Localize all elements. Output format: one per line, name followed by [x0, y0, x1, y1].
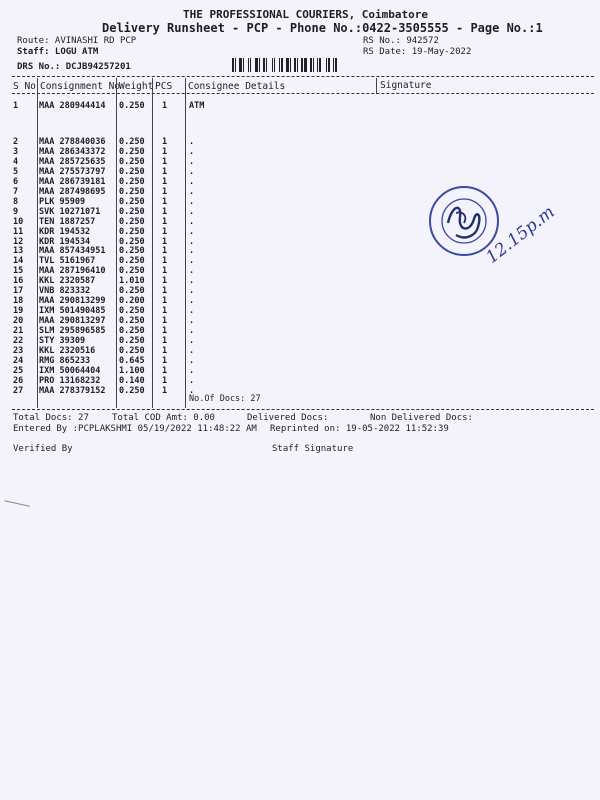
- row-pcs: 1: [162, 336, 168, 346]
- row-weight: 0.645: [119, 355, 145, 366]
- row-details: .: [189, 146, 195, 157]
- row-consignment: MAA 286739181: [39, 176, 106, 187]
- row-details: .: [189, 336, 195, 346]
- row-weight: 0.250: [119, 286, 145, 297]
- row-consignment: SLM 295896585: [39, 326, 106, 337]
- row-weight: 0.250: [119, 101, 145, 111]
- row-pcs: 1: [162, 385, 168, 396]
- route-label: Route: AVINASHI RD PCP: [17, 36, 137, 46]
- row-weight: 0.250: [119, 345, 145, 356]
- row-consignment: KDR 194532: [39, 226, 91, 237]
- row-sno: 22: [13, 336, 24, 346]
- row-weight: 0.250: [119, 316, 145, 327]
- row-consignment: PLK 95909: [39, 196, 86, 207]
- row-weight: 0.250: [119, 336, 145, 346]
- row-consignment: MAA 275573797: [39, 166, 106, 177]
- row-pcs: 1: [162, 186, 168, 197]
- row-details: .: [189, 206, 195, 217]
- row-details: .: [189, 266, 195, 277]
- table-row: [0, 366, 600, 376]
- row-pcs: 1: [162, 345, 168, 356]
- row-consignment: SVK 10271071: [39, 206, 101, 217]
- table-row: [0, 217, 600, 227]
- row-pcs: 1: [162, 326, 168, 337]
- row-sno: 14: [13, 256, 24, 267]
- row-weight: 0.250: [119, 176, 145, 187]
- row-weight: 0.250: [119, 166, 145, 177]
- row-sno: 15: [13, 266, 24, 277]
- table-row: [0, 256, 600, 266]
- row-pcs: 1: [162, 316, 168, 327]
- row-weight: 0.250: [119, 256, 145, 267]
- row-sno: 5: [13, 166, 19, 177]
- verified-by: Verified By: [13, 444, 73, 454]
- staff-label: Staff: LOGU ATM: [17, 47, 99, 57]
- row-consignment: PRO 13168232: [39, 375, 101, 386]
- row-details: .: [189, 236, 195, 247]
- reprinted-on: Reprinted on: 19-05-2022 11:52:39: [270, 424, 449, 434]
- total-cod: Total COD Amt: 0.00: [112, 413, 215, 423]
- row-consignment: MAA 290813297: [39, 316, 106, 327]
- company-title: THE PROFESSIONAL COURIERS, Coimbatore: [183, 8, 429, 21]
- row-sno: 2: [13, 137, 19, 147]
- row-consignment: MAA 287498695: [39, 186, 106, 197]
- row-sno: 12: [13, 236, 24, 247]
- total-docs: Total Docs: 27: [13, 413, 89, 423]
- table-row: [0, 177, 600, 187]
- row-weight: 0.250: [119, 385, 145, 396]
- row-pcs: 1: [162, 146, 168, 157]
- row-details: .: [189, 306, 195, 317]
- table-row: [0, 187, 600, 197]
- row-pcs: 1: [162, 355, 168, 366]
- row-sno: 4: [13, 156, 19, 167]
- row-pcs: 1: [162, 306, 168, 317]
- row-consignment: KKL 2320516: [39, 345, 96, 356]
- row-weight: 0.250: [119, 236, 145, 247]
- row-sno: 23: [13, 345, 24, 356]
- scan-mark: [4, 500, 30, 506]
- row-pcs: 1: [162, 166, 168, 177]
- delivered-docs: Delivered Docs:: [247, 413, 329, 423]
- drs-label: DRS No.: DCJB94257201: [17, 62, 131, 72]
- row-consignment: IXM 50064404: [39, 365, 101, 376]
- row-weight: 0.250: [119, 226, 145, 237]
- row-consignment: MAA 290813299: [39, 296, 106, 307]
- row-weight: 0.250: [119, 246, 145, 257]
- row-consignment: MAA 857434951: [39, 246, 106, 257]
- row-consignment: MAA 278840036: [39, 137, 106, 147]
- table-row: [0, 101, 600, 111]
- row-consignment: MAA 280944414: [39, 101, 106, 111]
- row-consignment: RMG 865233: [39, 355, 91, 366]
- col-header-pcs: PCS: [155, 81, 173, 92]
- rs-date: RS Date: 19-May-2022: [363, 47, 472, 57]
- row-weight: 0.250: [119, 206, 145, 217]
- row-pcs: 1: [162, 156, 168, 167]
- table-row: [0, 167, 600, 177]
- row-consignment: STY 39309: [39, 336, 86, 346]
- row-weight: 0.250: [119, 306, 145, 317]
- row-consignment: VNB 823332: [39, 286, 91, 297]
- table-row: [0, 326, 600, 336]
- col-header-consignment: Consignment No: [40, 81, 121, 92]
- row-consignment: MAA 287196410: [39, 266, 106, 277]
- row-weight: 0.250: [119, 146, 145, 157]
- divider: [12, 93, 594, 94]
- row-pcs: 1: [162, 286, 168, 297]
- rs-number: RS No.: 942572: [363, 36, 439, 46]
- table-row: [0, 356, 600, 366]
- table-row: [0, 296, 600, 306]
- row-weight: 0.140: [119, 375, 145, 386]
- table-row: [0, 137, 600, 147]
- row-pcs: 1: [162, 216, 168, 227]
- row-pcs: 1: [162, 296, 168, 307]
- row-weight: 0.250: [119, 156, 145, 167]
- row-weight: 0.250: [119, 137, 145, 147]
- col-header-weight: Weight: [119, 81, 154, 92]
- row-pcs: 1: [162, 226, 168, 237]
- row-consignment: TVL 5161967: [39, 256, 96, 267]
- row-pcs: 1: [162, 176, 168, 187]
- entered-by: Entered By :PCPLAKSHMI 05/19/2022 11:48:22 AM: [13, 424, 257, 434]
- row-details: ATM: [189, 101, 205, 111]
- row-details: .: [189, 326, 195, 337]
- row-sno: 18: [13, 296, 24, 307]
- table-row: [0, 207, 600, 217]
- no-of-docs: No.Of Docs: 27: [189, 394, 261, 404]
- row-weight: 0.200: [119, 296, 145, 307]
- row-details: .: [189, 316, 195, 327]
- table-row: [0, 336, 600, 346]
- row-sno: 16: [13, 276, 24, 287]
- row-sno: 8: [13, 196, 19, 207]
- row-consignment: MAA 285725635: [39, 156, 106, 167]
- row-sno: 13: [13, 246, 24, 257]
- row-details: .: [189, 375, 195, 386]
- row-weight: 1.010: [119, 276, 145, 287]
- table-row: [0, 286, 600, 296]
- table-row: [0, 266, 600, 276]
- row-details: .: [189, 166, 195, 177]
- non-delivered-docs: Non Delivered Docs:: [370, 413, 473, 423]
- table-row: [0, 306, 600, 316]
- row-details: .: [189, 216, 195, 227]
- row-details: .: [189, 246, 195, 257]
- row-weight: 0.250: [119, 326, 145, 337]
- row-details: .: [189, 276, 195, 287]
- row-sno: 1: [13, 101, 19, 111]
- row-details: .: [189, 296, 195, 307]
- row-details: .: [189, 137, 195, 147]
- row-pcs: 1: [162, 196, 168, 207]
- col-header-sno: S No: [13, 81, 36, 92]
- barcode: [232, 58, 352, 72]
- row-sno: 6: [13, 176, 19, 187]
- row-pcs: 1: [162, 276, 168, 287]
- row-consignment: KKL 2320587: [39, 276, 96, 287]
- row-consignment: IXM 501490485: [39, 306, 106, 317]
- col-header-details: Consignee Details: [188, 81, 286, 92]
- row-sno: 24: [13, 355, 24, 366]
- row-details: .: [189, 156, 195, 167]
- row-sno: 17: [13, 286, 24, 297]
- row-sno: 7: [13, 186, 19, 197]
- row-consignment: KDR 194534: [39, 236, 91, 247]
- table-row: [0, 316, 600, 326]
- row-details: .: [189, 345, 195, 356]
- row-pcs: 1: [162, 206, 168, 217]
- row-sno: 25: [13, 365, 24, 376]
- staff-signature: Staff Signature: [272, 444, 354, 454]
- row-sno: 9: [13, 206, 19, 217]
- row-pcs: 1: [162, 137, 168, 147]
- table-row: [0, 276, 600, 286]
- row-sno: 3: [13, 146, 19, 157]
- row-weight: 0.250: [119, 186, 145, 197]
- row-details: .: [189, 226, 195, 237]
- row-pcs: 1: [162, 236, 168, 247]
- row-details: .: [189, 176, 195, 187]
- row-pcs: 1: [162, 375, 168, 386]
- row-details: .: [189, 186, 195, 197]
- row-details: .: [189, 256, 195, 267]
- row-weight: 0.250: [119, 196, 145, 207]
- row-details: .: [189, 385, 195, 396]
- row-weight: 0.250: [119, 216, 145, 227]
- row-sno: 21: [13, 326, 24, 337]
- runsheet-subtitle: Delivery Runsheet - PCP - Phone No.:0422-3505555 - Page No.:1: [102, 21, 543, 35]
- col-header-signature: Signature: [380, 80, 432, 91]
- row-details: .: [189, 196, 195, 207]
- row-weight: 0.250: [119, 266, 145, 277]
- row-weight: 1.100: [119, 365, 145, 376]
- row-details: .: [189, 355, 195, 366]
- row-pcs: 1: [162, 246, 168, 257]
- column-rule: [376, 78, 377, 94]
- table-row: [0, 157, 600, 167]
- row-pcs: 1: [162, 365, 168, 376]
- table-row: [0, 346, 600, 356]
- row-pcs: 1: [162, 101, 168, 111]
- table-row: [0, 147, 600, 157]
- divider: [12, 76, 594, 77]
- row-pcs: 1: [162, 266, 168, 277]
- row-sno: 10: [13, 216, 24, 227]
- row-sno: 19: [13, 306, 24, 317]
- handwritten-time: 12.15p.m: [482, 202, 559, 268]
- row-consignment: MAA 278379152: [39, 385, 106, 396]
- table-row: [0, 197, 600, 207]
- row-sno: 11: [13, 226, 24, 237]
- row-consignment: TEN 1887257: [39, 216, 96, 227]
- row-consignment: MAA 286343372: [39, 146, 106, 157]
- table-row: [0, 376, 600, 386]
- divider: [12, 409, 594, 410]
- table-row: [0, 386, 600, 396]
- row-pcs: 1: [162, 256, 168, 267]
- row-details: .: [189, 365, 195, 376]
- row-sno: 20: [13, 316, 24, 327]
- row-sno: 27: [13, 385, 24, 396]
- row-details: .: [189, 286, 195, 297]
- row-sno: 26: [13, 375, 24, 386]
